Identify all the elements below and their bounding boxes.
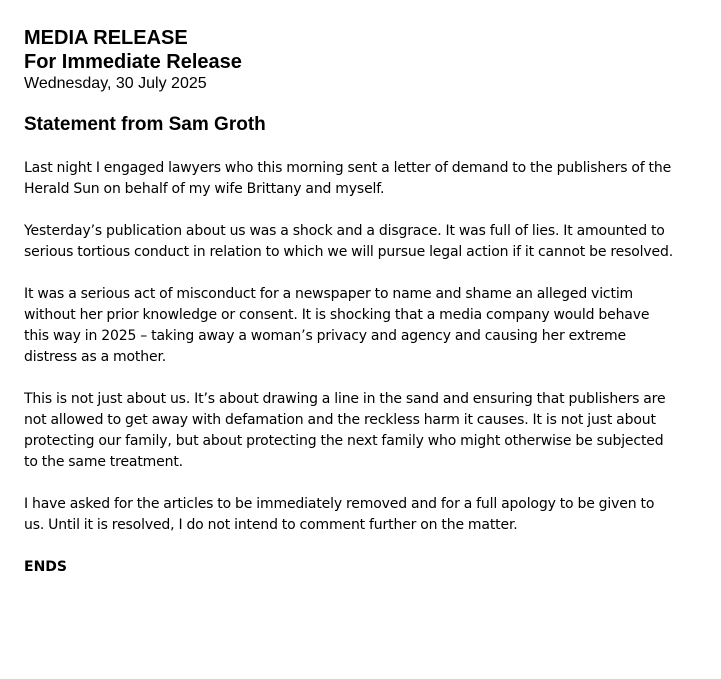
release-type-heading: MEDIA RELEASE: [24, 27, 188, 49]
media-release-document: [24, 26, 674, 578]
statement-paragraph-5: I have asked for the articles to be immediately removed and for a full apology to be given to us. Until it is resolved, I do not intend to comment further on the matter.: [24, 496, 655, 533]
ends-marker: ENDS: [24, 559, 67, 575]
statement-paragraph-3: It was a serious act of misconduct for a newspaper to name and shame an alleged victim without her prior knowledge or consent. It is shocking that a media company would behave this way in 2025 – taking away a woman’s privacy and agency and causing her extreme distress as a mother.: [24, 286, 650, 365]
release-timing-heading: For Immediate Release: [24, 51, 242, 73]
statement-title: Statement from Sam Groth: [24, 114, 266, 135]
statement-paragraph-4: This is not just about us. It’s about drawing a line in the sand and ensuring that publishers are not allowed to get away with defamation and the reckless harm it causes. It is not just about protecting our family, but about protecting the next family who might otherwise be subjected to the same treatment.: [24, 391, 666, 470]
statement-paragraph-1: Last night I engaged lawyers who this morning sent a letter of demand to the publishers of the Herald Sun on behalf of my wife Brittany and myself.: [24, 160, 672, 197]
statement-paragraph-2: Yesterday’s publication about us was a shock and a disgrace. It was full of lies. It amounted to serious tortious conduct in relation to which we will pursue legal action if it cannot be resolved.: [24, 223, 674, 260]
release-date: Wednesday, 30 July 2025: [24, 75, 207, 92]
statement-body: [24, 158, 674, 578]
